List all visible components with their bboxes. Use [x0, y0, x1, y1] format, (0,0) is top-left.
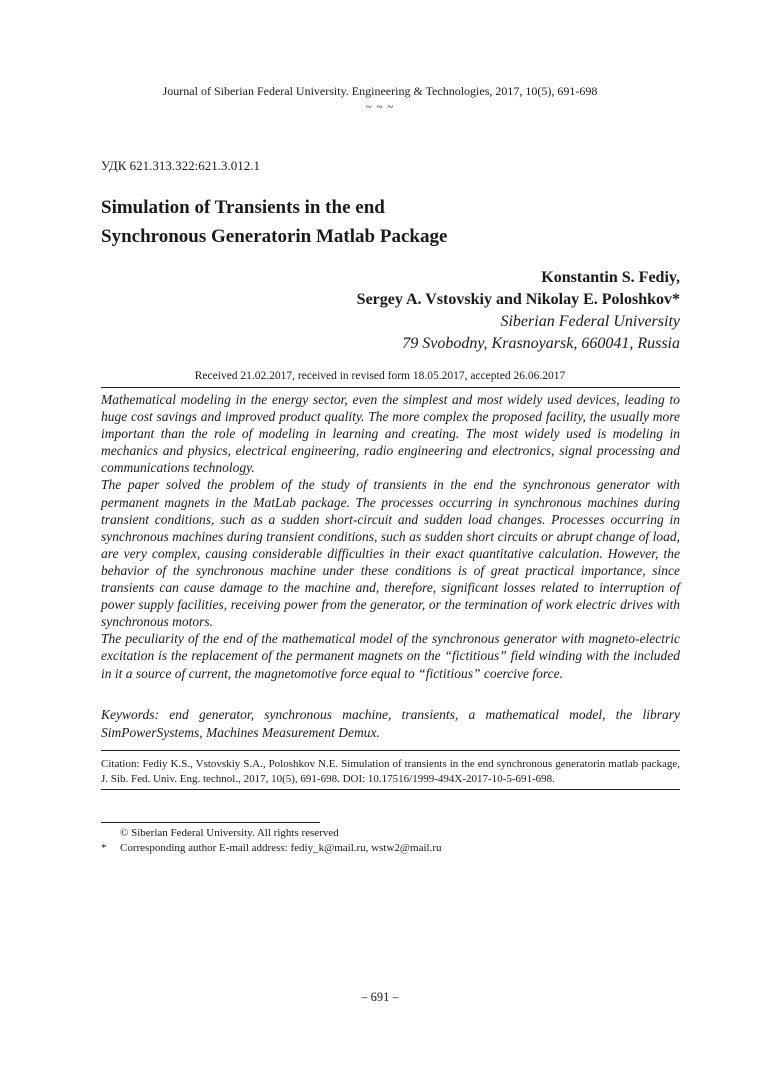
footnote-corresponding: [101, 841, 441, 855]
journal-header: Journal of Siberian Federal University. Engineering & Technologies, 2017, 10(5), 691-698: [162, 84, 598, 98]
received-dates: Received 21.02.2017, received in revised form 18.05.2017, accepted 26.06.2017: [194, 370, 566, 382]
title-line-2: Synchronous Generatorin Matlab Package: [101, 226, 448, 247]
citation-top-rule: [101, 750, 680, 751]
abstract-paragraph-1: Mathematical modeling in the energy sector, even the simplest and most widely used devices, leading to huge cost savings and improved product quality. The more complex the proposed facility, the usually more important than the role of modeling in learning and creating. The most widely used is modeling in mechanics and physics, electrical engineering, radio engineering and electronics, signal processing and communications technology.: [101, 392, 680, 476]
udk-code: УДК 621.313.322:621.3.012.1: [101, 158, 261, 173]
affiliation: Siberian Federal University: [500, 313, 680, 330]
header-ornament: ~ ~ ~: [365, 101, 395, 113]
copyright-text: © Siberian Federal University. All rights reserved: [120, 827, 339, 839]
footnote-copyright: [101, 826, 339, 840]
abstract: [101, 391, 680, 682]
citation-bottom-rule: [101, 789, 680, 790]
footnote-star: *: [101, 842, 107, 854]
keywords: Keywords: end generator, synchronous machine, transients, a mathematical model, the library SimPowerSystems, Machines Measurement Demux.: [101, 707, 680, 740]
address: 79 Svobodny, Krasnoyarsk, 660041, Russia: [402, 335, 680, 352]
authors-block: [357, 267, 680, 355]
page-number: – 691 –: [361, 990, 399, 1004]
author-line-1: Konstantin S. Fediy,: [541, 269, 680, 286]
corresponding-email: Corresponding author E-mail address: fediy_k@mail.ru, wstw2@mail.ru: [120, 842, 442, 854]
paper-title: [101, 193, 447, 251]
abstract-paragraph-3: The peculiarity of the end of the mathematical model of the synchronous generator with magneto-electric excitation is the replacement of the permanent magnets on the “fictitious” field winding with the included in it a source of current, the magnetomotive force equal to “fictitious” coercive force.: [101, 631, 680, 681]
abstract-paragraph-2: The paper solved the problem of the study of transients in the end the synchronous generator with permanent magnets in the MatLab package. The processes occurring in synchronous machines during transient conditions, such as a sudden short-circuit and sudden load changes. Processes occurring in synchronous machines during transient conditions, such as sudden short circuits or abrupt change of load, are very complex, causing considerable difficulties in their exact quantitative calculation. However, the behavior of the synchronous machine under these conditions is of great practical importance, since transients can cause damage to the machine and, therefore, significant losses related to interruption of power supply facilities, receiving power from the generator, or the termination of work electric drives with synchronous motors.: [101, 477, 680, 630]
abstract-top-rule: [101, 387, 680, 388]
author-line-2: Sergey A. Vstovskiy and Nikolay E. Poloshkov*: [356, 291, 680, 308]
footnote-rule: [101, 822, 320, 823]
citation: Citation: Fediy K.S., Vstovskiy S.A., Poloshkov N.E. Simulation of transients in the end synchronous generatorin matlab package, J. Sib. Fed. Univ. Eng. technol., 2017, 10(5), 691-698. DOI: 10.17516/1999-494X-2017-10-5-691-698.: [101, 758, 680, 785]
title-line-1: Simulation of Transients in the end: [101, 197, 385, 218]
